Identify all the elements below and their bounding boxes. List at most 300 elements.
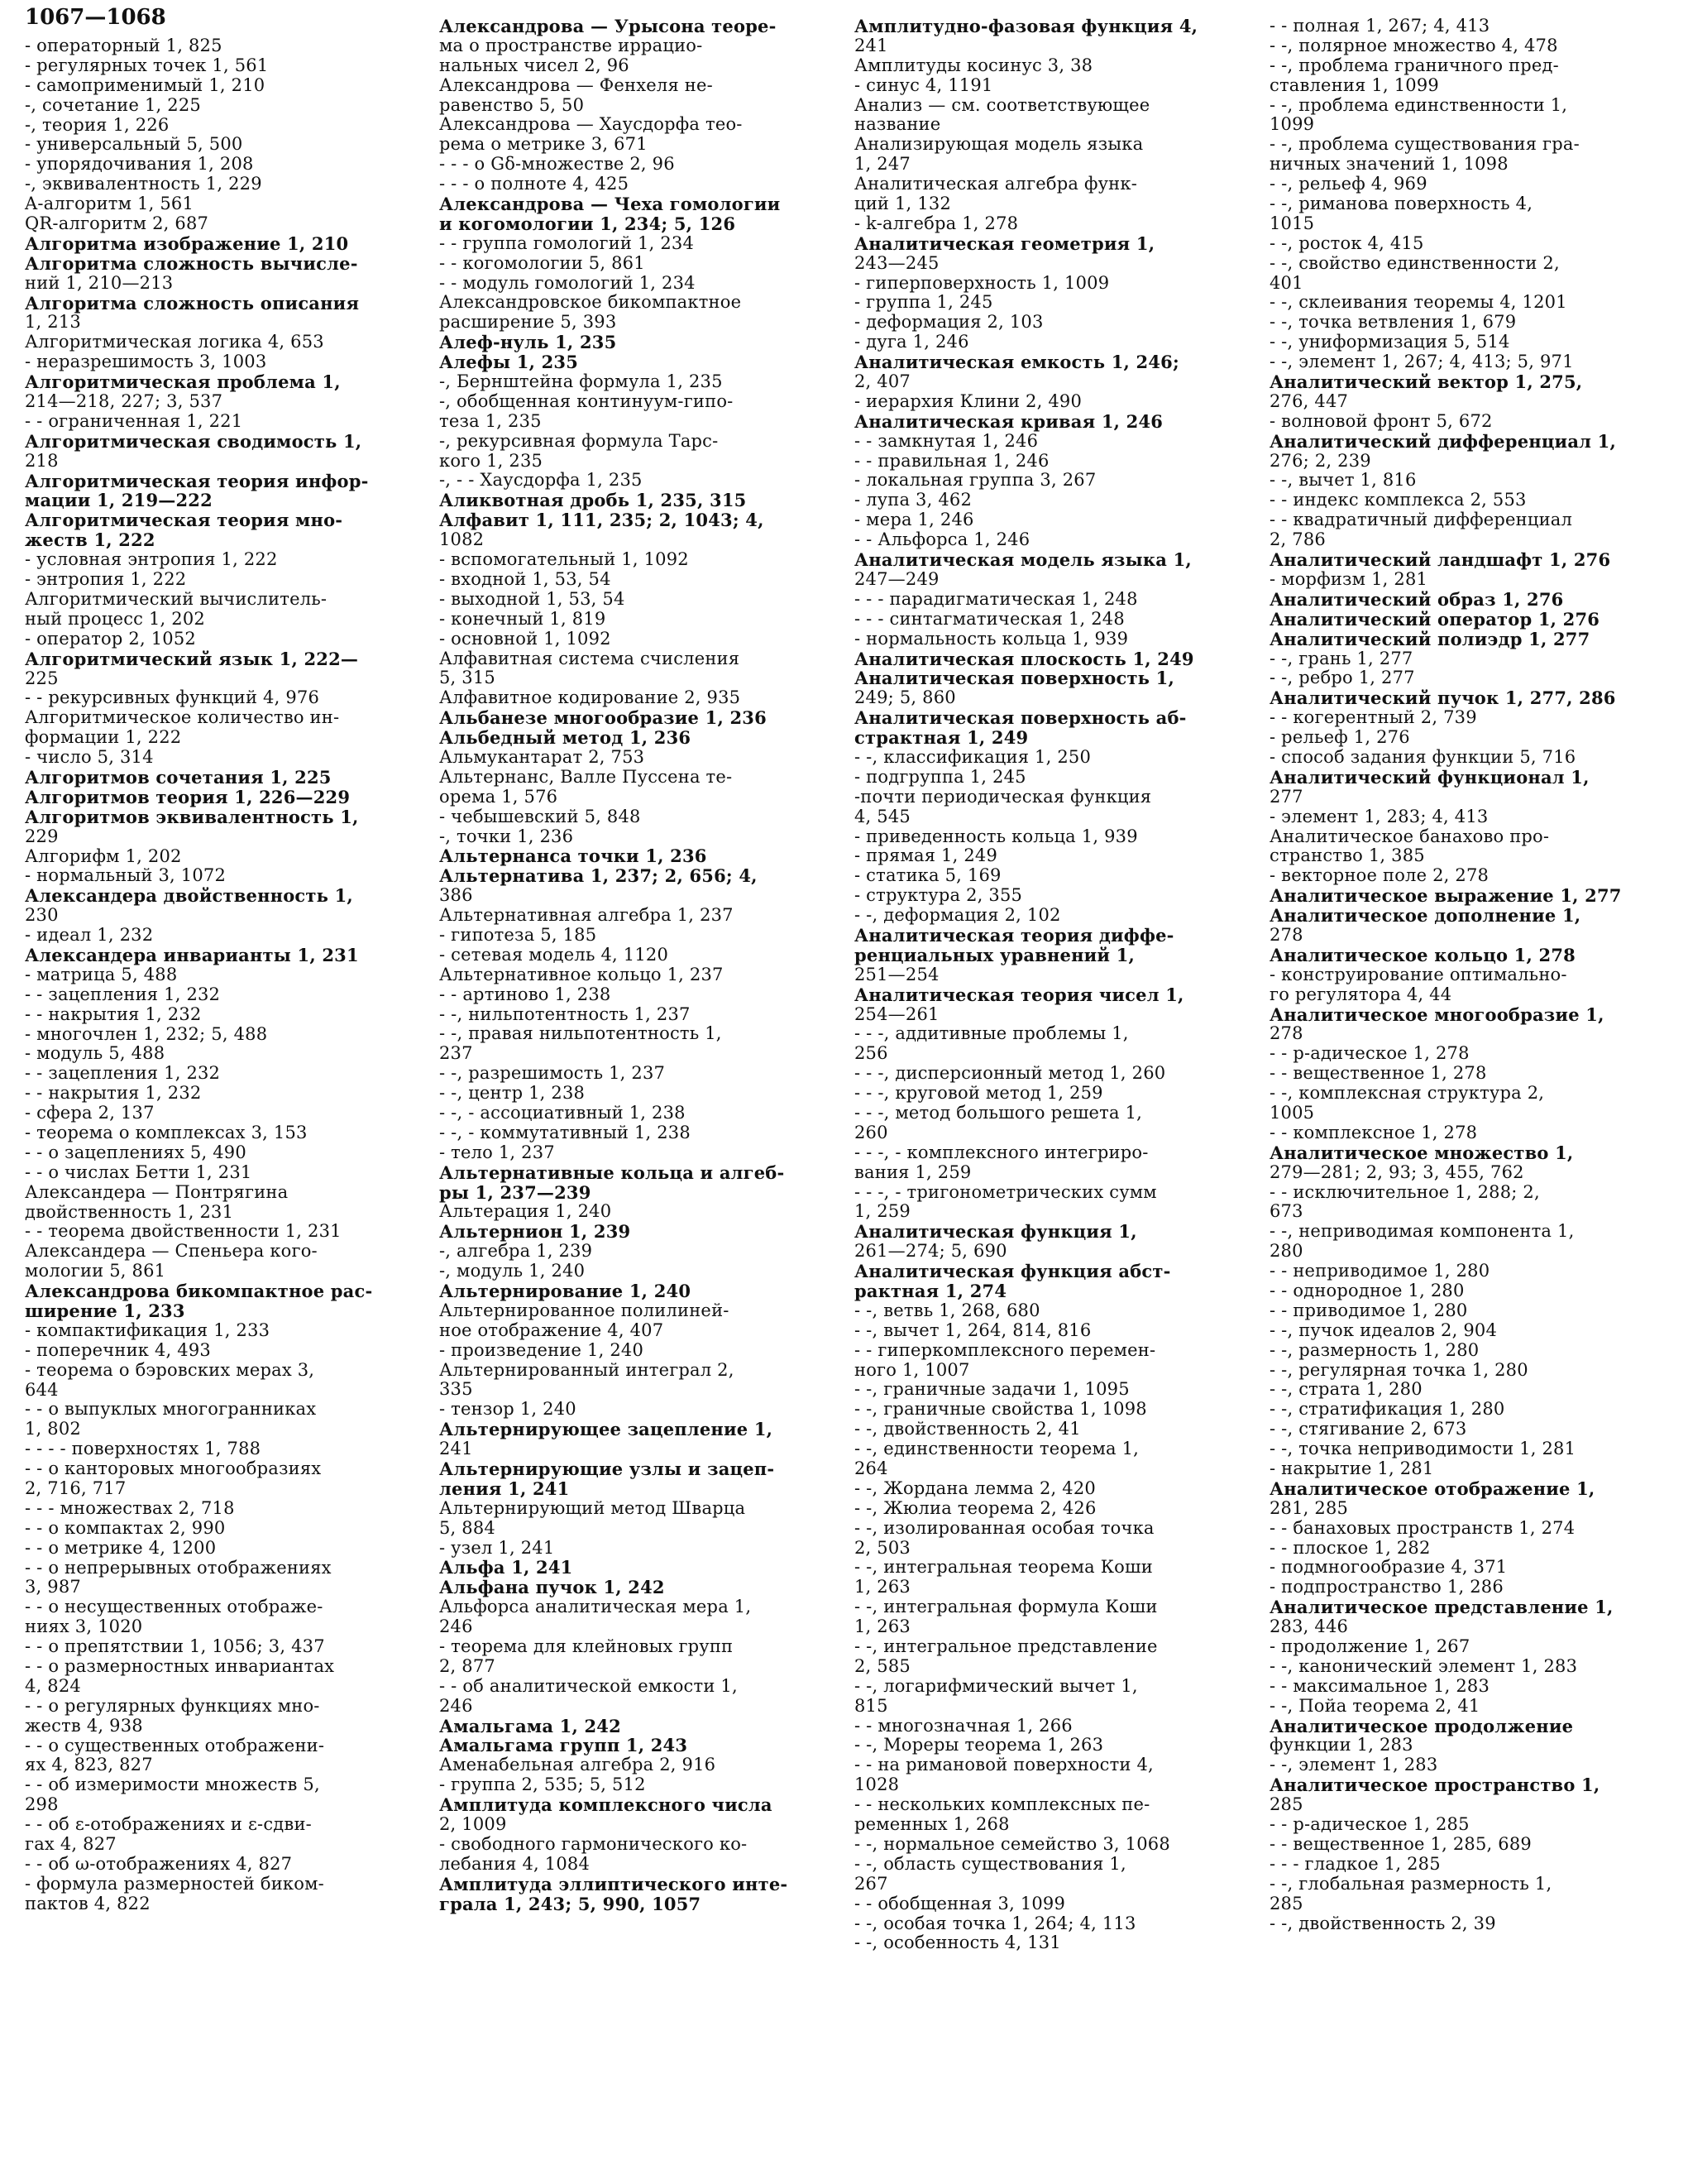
index-entry-line: - оператор 2, 1052 [25, 628, 196, 649]
index-entry-line: 2, 877 [439, 1655, 495, 1676]
index-entry-line: ций 1, 132 [854, 194, 951, 214]
index-entry-line: - - о канторовых многообразиях [25, 1458, 322, 1479]
index-entry-line: - -, комплексная структура 2, [1270, 1083, 1545, 1104]
index-entry-line: - - вещественное 1, 285, 689 [1270, 1833, 1532, 1854]
index-heading-line: Аналитическая геометрия 1, [854, 232, 1155, 254]
index-entry-line: 285 [1270, 1893, 1303, 1913]
index-heading-line: Александрова — Урысона теоре- [439, 16, 777, 36]
index-heading-line: Альтернанса точки 1, 236 [439, 845, 707, 867]
index-entry-line: 1099 [1270, 114, 1315, 135]
index-entry-line: - -, проблема существования гра- [1270, 134, 1580, 155]
index-entry-line: - способ задания функции 5, 716 [1270, 746, 1576, 767]
index-entry-line: - синус 4, 1191 [854, 74, 993, 95]
index-entry-line: функции 1, 283 [1270, 1735, 1413, 1755]
index-entry-line: - -, канонический элемент 1, 283 [1270, 1655, 1578, 1676]
index-entry-line: 1015 [1270, 213, 1315, 233]
index-entry-line: 251—254 [854, 964, 940, 984]
index-entry-line: Аналитическая алгебра функ- [854, 174, 1137, 194]
index-heading-line: Аналитическая емкость 1, 246; [854, 352, 1179, 373]
index-entry-line: - дуга 1, 246 [854, 332, 969, 352]
index-entry-line: жеств 4, 938 [25, 1715, 143, 1736]
index-entry-line: Альтернанс, Валле Пуссена те- [439, 766, 733, 787]
index-heading-line: Алгоритмов эквивалентность 1, [25, 806, 359, 827]
index-entry-line: -, теория 1, 226 [25, 114, 170, 135]
index-entry-line: го регулятора 4, 44 [1270, 984, 1452, 1004]
index-heading-line: Аналитическая теория диффе- [854, 924, 1174, 946]
index-entry-line: ного 1, 1007 [854, 1359, 970, 1380]
index-entry-line: - энтропия 1, 222 [25, 569, 187, 590]
index-entry-line: Альтернативное кольцо 1, 237 [439, 964, 724, 984]
index-entry-line: - рельеф 1, 276 [1270, 727, 1410, 748]
index-heading-line: Амальгама групп 1, 243 [439, 1735, 688, 1756]
index-entry-line: 218 [25, 450, 59, 471]
index-entry-line: - -, размерность 1, 280 [1270, 1339, 1480, 1360]
index-entry-line: - -, вычет 1, 264, 814, 816 [854, 1320, 1092, 1340]
index-entry-line: - -, риманова поверхность 4, [1270, 194, 1533, 214]
index-entry-line: 229 [25, 826, 59, 846]
index-entry-line: - -, Мореры теорема 1, 263 [854, 1735, 1104, 1755]
index-entry-line: - - на римановой поверхности 4, [854, 1755, 1154, 1775]
index-entry-line: - -, вычет 1, 816 [1270, 470, 1417, 491]
index-entry-line: - модуль 5, 488 [25, 1043, 165, 1064]
index-heading-line: Аналитический вектор 1, 275, [1270, 371, 1583, 393]
index-entry-line: - - исключительное 1, 288; 2, [1270, 1181, 1540, 1202]
index-entry-line: -почти периодическая функция [854, 786, 1152, 807]
index-entry-line: - -, двойственность 2, 41 [854, 1419, 1081, 1439]
index-entry-line: 256 [854, 1043, 888, 1064]
index-column-2 [439, 17, 841, 1914]
index-entry-line: - - о зацеплениях 5, 490 [25, 1142, 246, 1162]
index-heading-line: Аналитическая кривая 1, 246 [854, 410, 1164, 432]
index-entry-line: - число 5, 314 [25, 747, 154, 768]
index-entry-line: Алгоритмическое количество ин- [25, 707, 340, 728]
index-entry-line: - подпространство 1, 286 [1270, 1577, 1504, 1597]
index-entry-line: - -, стягивание 2, 673 [1270, 1419, 1467, 1439]
index-entry-line: ременных 1, 268 [854, 1814, 1010, 1835]
index-entry-line: - -, рельеф 4, 969 [1270, 174, 1427, 194]
index-entry-line: 243—245 [854, 252, 940, 273]
index-entry-line: Альтернированное полилиней- [439, 1300, 729, 1320]
index-entry-line: 246 [439, 1695, 473, 1716]
index-entry-line: равенство 5, 50 [439, 94, 585, 115]
index-entry-line: - -, особенность 4, 131 [854, 1933, 1061, 1953]
index-entry-line: - локальная группа 3, 267 [854, 470, 1097, 491]
index-heading-line: Алеф-нуль 1, 235 [439, 332, 617, 353]
index-heading-line: Аналитическое отображение 1, [1270, 1478, 1595, 1499]
index-entry-line: ничных значений 1, 1098 [1270, 154, 1509, 175]
index-entry-line: 2, 716, 717 [25, 1478, 127, 1499]
index-entry-line: - свободного гармонического ко- [439, 1833, 748, 1854]
index-entry-line: - операторный 1, 825 [25, 36, 222, 55]
index-heading-line: ширение 1, 233 [25, 1300, 185, 1321]
index-entry-line: - теорема о комплексах 3, 153 [25, 1122, 308, 1142]
index-entry-line: - - Альфорса 1, 246 [854, 529, 1030, 550]
index-heading-line: Аналитическое многообразие 1, [1270, 1003, 1604, 1025]
index-column-4 [1270, 17, 1671, 1933]
index-entry-line: - -, проблема граничного пред- [1270, 55, 1559, 75]
index-heading-line: Алфавит 1, 111, 235; 2, 1043; 4, [439, 510, 764, 531]
index-entry-line: 1005 [1270, 1102, 1315, 1123]
index-entry-line: - - о непрерывных отображениях [25, 1557, 332, 1578]
index-entry-line: - -, деформация 2, 102 [854, 905, 1061, 926]
index-entry-line: - -, нильпотентность 1, 237 [439, 1003, 691, 1024]
index-entry-line: -, - - Хаусдорфа 1, 235 [439, 470, 643, 491]
index-entry-line: - - гиперкомплексного перемен- [854, 1339, 1156, 1360]
index-entry-line: - морфизм 1, 281 [1270, 568, 1428, 589]
index-entry-line: - узел 1, 241 [439, 1537, 555, 1558]
index-heading-line: Алефы 1, 235 [439, 352, 579, 373]
index-entry-line: - -, униформизация 5, 514 [1270, 332, 1510, 352]
index-entry-line: - -, ветвь 1, 268, 680 [854, 1300, 1040, 1320]
index-entry-line: 5, 884 [439, 1517, 495, 1538]
index-heading-line: Альтернирование 1, 240 [439, 1281, 691, 1301]
index-entry-line: - - накрытия 1, 232 [25, 1083, 202, 1104]
index-entry-line: Анализ — см. соответствующее [854, 94, 1150, 115]
index-entry-line: - - о метрике 4, 1200 [25, 1537, 217, 1558]
index-entry-line: 4, 824 [25, 1675, 81, 1696]
index-heading-line: Альфана пучок 1, 242 [439, 1577, 665, 1598]
index-entry-line: название [854, 114, 941, 135]
index-entry-line: - - о выпуклых многогранниках [25, 1399, 317, 1420]
index-entry-line: 4, 545 [854, 806, 911, 826]
index-entry-line: A-алгоритм 1, 561 [25, 194, 194, 214]
index-heading-line: Александера двойственность 1, [25, 885, 353, 907]
index-entry-line: -, сочетание 1, 225 [25, 94, 201, 115]
index-entry-line: Альтернирующий метод Шварца [439, 1497, 746, 1518]
index-entry-line: - -, регулярная точка 1, 280 [1270, 1359, 1528, 1380]
index-entry-line: - конечный 1, 819 [439, 608, 606, 629]
index-entry-line: - -, элемент 1, 283 [1270, 1755, 1438, 1775]
index-entry-line: - - - - поверхностях 1, 788 [25, 1439, 261, 1459]
index-entry-line: - -, нормальное семейство 3, 1068 [854, 1833, 1170, 1854]
index-entry-line: - - об измеримости множеств 5, [25, 1774, 320, 1795]
index-heading-line: Альбанезе многообразие 1, 236 [439, 707, 767, 729]
index-entry-line: 2, 503 [854, 1537, 911, 1558]
index-entry-line: - -, точка неприводимости 1, 281 [1270, 1439, 1576, 1459]
index-heading-line: Алгоритмов теория 1, 226—229 [25, 786, 351, 807]
index-entry-line: - -, интегральная формула Коши [854, 1597, 1158, 1617]
index-heading-line: жеств 1, 222 [25, 529, 155, 551]
index-entry-line: странство 1, 385 [1270, 845, 1425, 866]
index-heading-line: Альтернатива 1, 237; 2, 656; 4, [439, 865, 758, 887]
index-entry-line: - -, пучок идеалов 2, 904 [1270, 1320, 1498, 1340]
index-entry-line: - - правильная 1, 246 [854, 450, 1050, 471]
index-heading-line: Аналитическая поверхность аб- [854, 707, 1187, 729]
index-entry-line: - группа 1, 245 [854, 292, 993, 313]
index-entry-line: - формула размерностей биком- [25, 1873, 324, 1894]
index-entry-line: -, точки 1, 236 [439, 826, 574, 846]
index-entry-line: - - об ω-отображениях 4, 827 [25, 1853, 293, 1874]
index-entry-line: - нормальность кольца 1, 939 [854, 628, 1129, 649]
index-entry-line: 1082 [439, 529, 485, 550]
index-entry-line: орема 1, 576 [439, 786, 558, 807]
index-entry-line: 241 [439, 1439, 473, 1459]
index-entry-line: - упорядочивания 1, 208 [25, 154, 254, 175]
index-entry-line: 2, 585 [854, 1655, 911, 1676]
index-entry-line: Альтернированный интеграл 2, [439, 1359, 734, 1380]
index-entry-line: - -, интегральное представление [854, 1636, 1158, 1657]
index-heading-line: Аналитическая плоскость 1, 249 [854, 648, 1194, 669]
index-entry-line: расширение 5, 393 [439, 312, 617, 333]
index-column-3 [854, 17, 1256, 1953]
index-entry-line: - регулярных точек 1, 561 [25, 55, 269, 75]
index-entry-line: двойственность 1, 231 [25, 1201, 234, 1222]
index-entry-line: 2, 1009 [439, 1814, 507, 1835]
index-heading-line: Алгоритма сложность вычисле- [25, 252, 358, 274]
index-entry-line: 386 [439, 885, 473, 906]
index-entry-line: - -, интегральная теорема Коши [854, 1557, 1153, 1578]
index-entry-line: - -, разрешимость 1, 237 [439, 1063, 666, 1084]
index-entry-line: - сетевая модель 4, 1120 [439, 944, 669, 965]
index-entry-line: - приведенность кольца 1, 939 [854, 826, 1138, 846]
index-entry-line: - - p-адическое 1, 285 [1270, 1814, 1470, 1835]
index-entry-line: 214—218, 227; 3, 537 [25, 391, 223, 412]
index-entry-line: 225 [25, 668, 59, 688]
index-entry-line: - теорема о бэровских мерах 3, [25, 1359, 315, 1380]
index-heading-line: Амальгама 1, 242 [439, 1715, 621, 1736]
index-entry-line: Алгоритмический вычислитель- [25, 588, 328, 609]
index-entry-line: 1, 259 [854, 1201, 911, 1222]
index-entry-line: 276, 447 [1270, 390, 1349, 411]
index-entry-line: - - однородное 1, 280 [1270, 1281, 1465, 1300]
index-entry-line: - - о размерностных инвариантах [25, 1656, 335, 1677]
index-heading-line: Аналитический оператор 1, 276 [1270, 608, 1600, 630]
index-entry-line: - - - парадигматическая 1, 248 [854, 588, 1138, 609]
index-entry-line: Альтерация 1, 240 [439, 1201, 612, 1222]
index-entry-line: 267 [854, 1873, 888, 1894]
index-entry-line: 230 [25, 905, 59, 926]
index-heading-line: Аналитический ландшафт 1, 276 [1270, 549, 1611, 571]
index-heading-line: Аналитическое пространство 1, [1270, 1774, 1600, 1796]
index-heading-line: и когомологии 1, 234; 5, 126 [439, 213, 736, 234]
index-entry-line: - -, стратификация 1, 280 [1270, 1399, 1505, 1420]
index-entry-line: - - -, аддитивные проблемы 1, [854, 1023, 1129, 1044]
index-entry-line: - деформация 2, 103 [854, 312, 1044, 333]
index-entry-line: - -, ребро 1, 277 [1270, 668, 1415, 688]
index-entry-line: - -, проблема единственности 1, [1270, 94, 1568, 115]
index-heading-line: Аналитический дифференциал 1, [1270, 430, 1616, 452]
index-entry-line: 237 [439, 1043, 473, 1064]
index-entry-line: - - рекурсивных функций 4, 976 [25, 687, 320, 708]
index-entry-line: QR-алгоритм 2, 687 [25, 213, 209, 234]
index-entry-line: 278 [1270, 1023, 1303, 1044]
index-entry-line: - структура 2, 355 [854, 885, 1023, 906]
index-entry-line: - конструирование оптимально- [1270, 964, 1567, 984]
index-entry-line: - - -, круговой метод 1, 259 [854, 1083, 1103, 1104]
index-entry-line: - - -, - комплексного интегриро- [854, 1142, 1149, 1162]
index-heading-line: Альтернирующее зацепление 1, [439, 1419, 773, 1440]
index-entry-line: 260 [854, 1122, 888, 1142]
index-entry-line: - -, полярное множество 4, 478 [1270, 35, 1558, 55]
index-heading-line: Альтернион 1, 239 [439, 1221, 631, 1243]
index-heading-line: Алгоритмов сочетания 1, 225 [25, 766, 332, 788]
index-heading-line: Аналитический пучок 1, 277, 286 [1270, 687, 1616, 709]
index-heading-line: Альбедный метод 1, 236 [439, 727, 691, 749]
index-entry-line: 285 [1270, 1794, 1303, 1815]
index-heading-line: мации 1, 219—222 [25, 490, 213, 511]
index-entry-line: - - - гладкое 1, 285 [1270, 1853, 1441, 1874]
index-entry-line: ставления 1, 1099 [1270, 74, 1439, 95]
index-entry-line: 264 [854, 1458, 888, 1479]
index-entry-line: - - неприводимое 1, 280 [1270, 1261, 1490, 1281]
index-heading-line: Аналитическая функция абст- [854, 1261, 1171, 1282]
index-entry-line: - -, Жордана лемма 2, 420 [854, 1478, 1096, 1498]
index-entry-line: - - теорема двойственности 1, 231 [25, 1221, 342, 1242]
index-entry-line: 1, 263 [854, 1577, 911, 1597]
index-entry-line: - - о регулярных функциях мно- [25, 1695, 320, 1716]
index-heading-line: Амплитуда эллиптического инте- [439, 1873, 788, 1894]
index-entry-line: - лупа 3, 462 [854, 490, 973, 510]
index-entry-line: - - накрытия 1, 232 [25, 1003, 202, 1024]
index-entry-line: - -, - коммутативный 1, 238 [439, 1122, 691, 1142]
index-entry-line: - - -, дисперсионный метод 1, 260 [854, 1063, 1166, 1084]
index-heading-line: Аналитический образ 1, 276 [1270, 588, 1564, 610]
index-entry-line: - - когомологии 5, 861 [439, 252, 645, 273]
index-entry-line: - - вещественное 1, 278 [1270, 1063, 1487, 1084]
index-entry-line: - -, росток 4, 415 [1270, 232, 1424, 253]
index-entry-line: - -, Жюлиа теорема 2, 426 [854, 1497, 1097, 1518]
index-heading-line: Аналитическая функция 1, [854, 1221, 1137, 1243]
index-heading-line: Альфа 1, 241 [439, 1557, 573, 1578]
index-entry-line: - компактификация 1, 233 [25, 1320, 270, 1340]
index-entry-line: - - -, метод большого решета 1, [854, 1102, 1143, 1123]
index-entry-line: 280 [1270, 1241, 1303, 1262]
index-entry-line: - универсальный 5, 500 [25, 134, 243, 155]
index-entry-line: Анализирующая модель языка [854, 134, 1144, 155]
index-entry-line: - -, единственности теорема 1, [854, 1439, 1140, 1459]
index-entry-line: - тело 1, 237 [439, 1142, 555, 1162]
index-heading-line: Александрова бикомпактное рас- [25, 1281, 373, 1302]
index-entry-line: - - модуль гомологий 1, 234 [439, 272, 696, 293]
index-entry-line: 261—274; 5, 690 [854, 1241, 1007, 1262]
index-heading-line: ления 1, 241 [439, 1478, 570, 1499]
index-entry-line: - условная энтропия 1, 222 [25, 549, 278, 570]
index-entry-line: - -, центр 1, 238 [439, 1083, 586, 1104]
index-heading-line: ры 1, 237—239 [439, 1181, 591, 1203]
index-entry-line: кого 1, 235 [439, 450, 543, 471]
index-entry-line: 673 [1270, 1201, 1303, 1222]
index-heading-line: Алгоритмическая проблема 1, [25, 371, 341, 393]
index-entry-line: Александера — Спеньера кого- [25, 1241, 318, 1262]
index-heading-line: Амплитуда комплексного числа [439, 1794, 772, 1816]
index-entry-line: - выходной 1, 53, 54 [439, 588, 625, 609]
index-entry-line: - иерархия Клини 2, 490 [854, 390, 1083, 411]
index-entry-line: - - о препятствии 1, 1056; 3, 437 [25, 1636, 325, 1657]
index-entry-line: Амплитуды косинус 3, 38 [854, 55, 1093, 75]
index-entry-line: - -, граничные задачи 1, 1095 [854, 1379, 1130, 1400]
index-entry-line: - мера 1, 246 [854, 510, 974, 530]
index-heading-line: Алгоритма изображение 1, 210 [25, 232, 349, 254]
index-entry-line: - - многозначная 1, 266 [854, 1715, 1073, 1736]
index-heading-line: Александрова — Чеха гомологии [439, 194, 781, 215]
index-entry-line: - группа 2, 535; 5, 512 [439, 1774, 646, 1795]
index-entry-line: лебания 4, 1084 [439, 1853, 591, 1874]
index-entry-line: - гиперповерхность 1, 1009 [854, 272, 1110, 293]
index-entry-line: - сфера 2, 137 [25, 1103, 155, 1123]
index-entry-line: - -, свойство единственности 2, [1270, 252, 1560, 273]
index-entry-line: - - - синтагматическая 1, 248 [854, 608, 1125, 629]
index-entry-line: Александрова — Хаусдорфа тео- [439, 114, 743, 135]
index-entry-line: 5, 315 [439, 668, 495, 688]
index-heading-line: Альтернативные кольца и алгеб- [439, 1161, 785, 1183]
index-entry-line: - продолжение 1, 267 [1270, 1636, 1470, 1657]
index-entry-line: - -, Пойа теорема 2, 41 [1270, 1695, 1480, 1716]
index-entry-line: - - - о Gδ-множестве 2, 96 [439, 154, 675, 175]
index-entry-line: - -, область существования 1, [854, 1853, 1126, 1874]
index-entry-line: - -, особая точка 1, 264; 4, 113 [854, 1913, 1136, 1933]
index-entry-line: - подмногообразие 4, 371 [1270, 1557, 1508, 1578]
index-heading-line: рактная 1, 274 [854, 1281, 1007, 1301]
index-heading-line: Алгоритмическая теория мно- [25, 510, 343, 531]
index-entry-line: 283, 446 [1270, 1616, 1349, 1637]
index-entry-line: - тензор 1, 240 [439, 1399, 576, 1420]
index-entry-line: 3, 987 [25, 1577, 81, 1597]
index-entry-line: 276; 2, 239 [1270, 450, 1371, 471]
index-heading-line: Алгоритмическая сводимость 1, [25, 430, 362, 452]
index-entry-line: 2, 786 [1270, 529, 1326, 550]
index-entry-line: - - зацепления 1, 232 [25, 984, 221, 1004]
index-entry-line: теза 1, 235 [439, 410, 542, 431]
index-entry-line: пактов 4, 822 [25, 1893, 151, 1913]
index-entry-line: - - о несущественных отображе- [25, 1597, 323, 1617]
index-entry-line: - теорема для клейновых групп [439, 1636, 734, 1657]
index-entry-line: ях 4, 823, 827 [25, 1755, 153, 1775]
index-heading-line: Альтернирующие узлы и зацеп- [439, 1458, 775, 1480]
index-entry-line: - -, логарифмический вычет 1, [854, 1675, 1138, 1696]
index-entry-line: - - - множествах 2, 718 [25, 1497, 235, 1518]
index-heading-line: Аналитическая теория чисел 1, [854, 984, 1184, 1005]
index-heading-line: Алгоритмический язык 1, 222— [25, 648, 359, 669]
index-entry-line: - произведение 1, 240 [439, 1339, 644, 1360]
index-entry-line: - - замкнутая 1, 246 [854, 430, 1039, 451]
index-entry-line: - входной 1, 53, 54 [439, 568, 611, 589]
index-heading-line: Александера инварианты 1, 231 [25, 944, 359, 965]
index-heading-line: Аналитическое множество 1, [1270, 1142, 1574, 1163]
index-entry-line: - - об аналитической емкости 1, [439, 1675, 738, 1696]
index-entry-line: - - приводимое 1, 280 [1270, 1300, 1468, 1320]
index-entry-line: - - плоское 1, 282 [1270, 1537, 1431, 1558]
index-entry-line: - основной 1, 1092 [439, 628, 611, 649]
index-entry-line: Александера — Понтрягина [25, 1181, 289, 1202]
index-entry-line: -, эквивалентность 1, 229 [25, 174, 262, 194]
index-entry-line: 281, 285 [1270, 1497, 1349, 1518]
index-entry-line: Алгоритмическая логика 4, 653 [25, 332, 324, 352]
index-entry-line: формации 1, 222 [25, 727, 182, 748]
index-entry-line: рема о метрике 3, 671 [439, 134, 648, 155]
index-entry-line: - -, правая нильпотентность 1, [439, 1023, 722, 1044]
index-entry-line: Александрова — Фенхеля не- [439, 74, 713, 95]
index-entry-line: Альфорса аналитическая мера 1, [439, 1597, 752, 1617]
index-entry-line: Алгорифм 1, 202 [25, 845, 182, 866]
index-heading-line: Аналитическое дополнение 1, [1270, 905, 1581, 927]
index-entry-line: - - -, - тригонометрических сумм [854, 1181, 1157, 1202]
index-entry-line: -, алгебра 1, 239 [439, 1241, 593, 1262]
index-entry-line: - нормальный 3, 1072 [25, 865, 227, 886]
index-entry-line: - - квадратичный дифференциал [1270, 510, 1573, 530]
index-entry-line: - векторное поле 2, 278 [1270, 865, 1490, 886]
index-entry-line: 1, 263 [854, 1616, 911, 1637]
index-entry-line: - - комплексное 1, 278 [1270, 1122, 1478, 1142]
index-heading-line: страктная 1, 249 [854, 727, 1029, 749]
index-entry-line: - -, неприводимая компонента 1, [1270, 1221, 1575, 1242]
index-entry-line: 254—261 [854, 1003, 940, 1024]
index-entry-line: - - зацепления 1, 232 [25, 1063, 221, 1084]
index-entry-line: -, Бернштейна формула 1, 235 [439, 371, 723, 392]
index-entry-line: - статика 5, 169 [854, 865, 1002, 886]
index-entry-line: ниях 3, 1020 [25, 1616, 143, 1637]
index-entry-line: 815 [854, 1695, 888, 1716]
index-entry-line: - - о существенных отображени- [25, 1735, 325, 1755]
